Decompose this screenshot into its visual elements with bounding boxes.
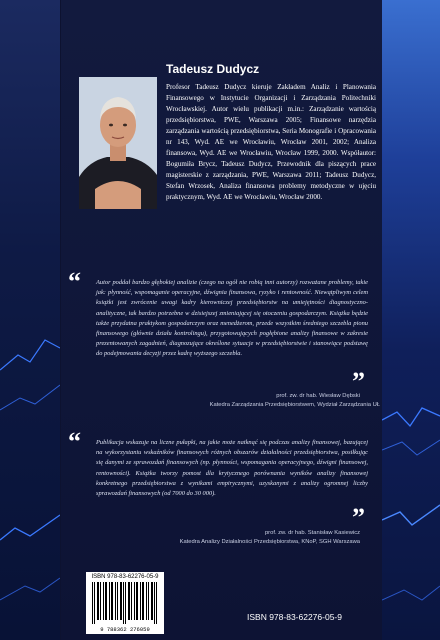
reviewer-affiliation: Katedra Zarządzania Przedsiębiorstwem, Wydział Zarządzania UŁ [209,402,380,408]
close-quote-icon: ” [352,503,365,532]
reviewer-affiliation: Katedra Analizy Działalności Przedsiębiorstwa, KNoP, SGH Warszawa [179,539,360,545]
author-photo [79,77,157,209]
review-text: Autor poddał bardzo głębokiej analizie (czego na ogół nie robią inni autorzy) rozważane problemy, takie jak: płynność, wspomaganie operacyjne, dźwignia finansowa, ryzyko i rentowność. Niewątpliwym celem książki jest zwrócenie uwagi kadry kierowniczej przedsiębiorstw na umiejętności diagnostyczno-analityczne, tak bardzo potrzebne w dzisiejszej zmieniającej się otoczeniu gospodarczym. Książka będzie także przydatna praktykom gospodarczym oraz menedżerom, przede wszystkim średniego szczebla pionu finansowego (głównie działu kontrolingu), przygotowujących pogłębione analizy finansowe w zakresie prezentowanych zagadnień, diagnozujące określone sytuacje w przedsiębiorstwie i stanowiące podstawę do podejmowania decyzji przez kadrę wyższego szczebla. [96,279,368,358]
open-quote-icon: “ [68,267,81,296]
decorative-light-lines-right [382,300,440,640]
isbn-barcode [86,572,164,634]
reviewer-name: prof. zw. dr hab. Stanisław Kasiewicz [264,530,360,536]
barcode-bars [90,582,160,624]
close-quote-icon: ” [352,367,365,396]
decorative-light-lines-left [0,300,60,640]
author-name: Tadeusz Dudycz [166,62,260,76]
author-bio: Profesor Tadeusz Dudycz kieruje Zakładem Analiz i Planowania Finansowego w Instytucie Organizacji i Zarządzania Politechniki Wrocławskiej. Autor wielu publikacji m.in.: Zarządzanie wartością przedsiębiorstwa, PWE, Warszawa 2005; Finansowe narzędzia zarządzania wartością przedsiębiorstwa, Seria Monografie i Opracowania nr 143, Wyd. AE we Wrocławiu, Wrocław 2001, 2002; Analiza finansowa, Wyd. AE we Wrocławiu, Wrocław 1999, 2000. Współautor: Bogumiła Brycz, Tadeusz Dudycz, Przewodnik dla piszących prace magisterskie z zarządzania, PWE, Warszawa 2011; Tadeusz Dudycz, Stefan Wrzosek, Analiza finansowa problemy metodyczne w ujęciu praktycznym, Wyd. AE we Wrocławiu, Wrocław 2000. [166,83,376,201]
barcode-isbn-label: ISBN 978-83-62276-05-9 [91,574,159,580]
reviewer-name: prof. zw. dr hab. Wiesław Dębski [276,393,360,399]
open-quote-icon: “ [68,427,81,456]
review-text: Publikacja wskazuje na liczne pułapki, na jakie może natknąć się podczas analizy finansowej, bazującej na wykorzystaniu wskaźników finansowych różnych obszarów działalności przedsiębiorstwa, posiłkując się danymi ze sprawozdań finansowych (np. płynności, wspomagania operacyjnego, dźwigni finansowej, rentowności). Książka tworzy pomost dla krytycznego porównania wyników analizy finansowej konkretnego przedsiębiorstwa z wynikami empirycznymi, uzyskanymi z analizy ogromnej liczby sprawozdań finansowych (od 7000 do 30 000). [96,439,368,498]
isbn-text: ISBN 978-83-62276-05-9 [247,612,342,622]
barcode-number: 9 788362 276059 [100,626,150,633]
